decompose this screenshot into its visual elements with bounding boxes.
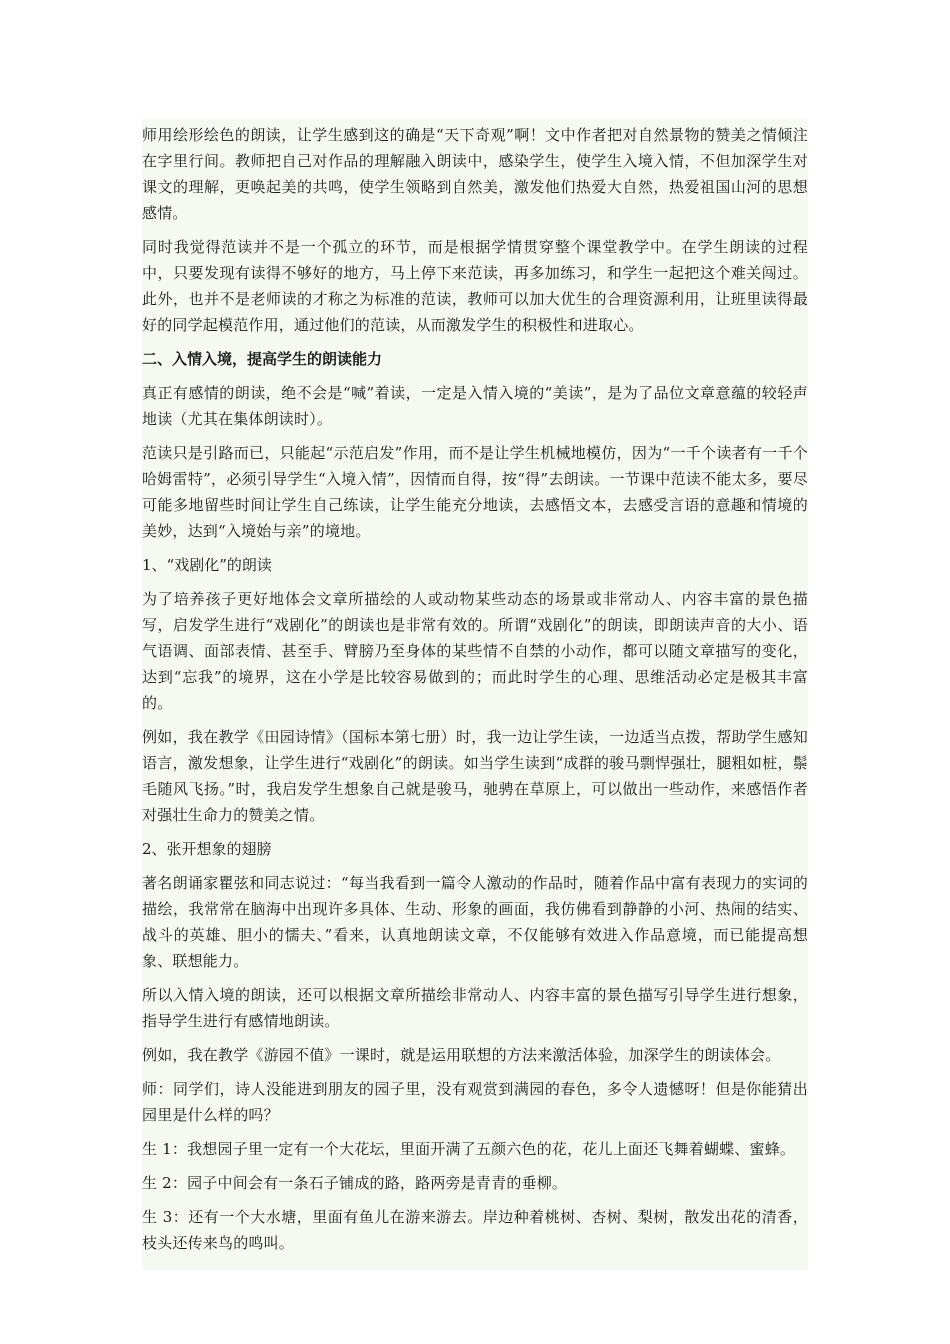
document-body [142, 118, 808, 1270]
subsection-heading-2: 2、张开想象的翅膀 [142, 840, 272, 858]
paragraph-quote: 著名朗诵家瞿弦和同志说过：“每当我看到一篇令人激动的作品时，随着作品中富有表现力的实词的描绘，我常常在脑海中出现许多具体、生动、形象的画面，我仿佛看到静静的小河、热闹的结实、战斗的英雄、胆小的懦夫、”看来，认真地朗读文章，不仅能够有效进入作品意境，而已能提高想象、联想能力。 [142, 874, 808, 970]
subsection-heading-1: 1、“戏剧化”的朗读 [142, 556, 272, 574]
paragraph-student-2: 生 2：园子中间会有一条石子铺成的路，路两旁是青青的垂柳。 [142, 1174, 568, 1192]
paragraph-example-garden: 例如，我在教学《游园不值》一课时，就是运用联想的方法来激活体验，加深学生的朗读体会。 [142, 1046, 781, 1064]
paragraph-intro-reading: 师用绘形绘色的朗读，让学生感到这的确是“天下奇观”啊！文中作者把对自然景物的赞美之情倾注在字里行间。教师把自己对作品的理解融入朗读中，感染学生，使学生入境入情，不但加深学生对课文的理解，更唤起美的共鸣，使学生领略到自然美，激发他们热爱大自然，热爱祖国山河的思想感情。 [142, 126, 808, 222]
paragraph-dramatic-reading: 为了培养孩子更好地体会文章所描绘的人或动物某些动态的场景或非常动人、内容丰富的景色描写，启发学生进行“戏剧化”的朗读也是非常有效的。所谓“戏剧化”的朗读，即朗读声音的大小、语气语调、面部表情、甚至手、臂膀乃至身体的某些情不自禁的小动作，都可以随文章描写的变化，达到“忘我”的境界，这在小学是比较容易做到的；而此时学生的心理、思维活动必定是极其丰富的。 [142, 590, 808, 712]
paragraph-model-reading: 同时我觉得范读并不是一个孤立的环节，而是根据学情贯穿整个课堂教学中。在学生朗读的过程中，只要发现有读得不够好的地方，马上停下来范读，再多加练习，和学生一起把这个难关闯过。此外，也并不是老师读的才称之为标准的范读，教师可以加大优生的合理资源利用，让班里读得最好的同学起模范作用，通过他们的范读，从而激发学生的积极性和进取心。 [142, 238, 808, 334]
paragraph-guidance: 范读只是引路而已，只能起“示范启发”作用，而不是让学生机械地模仿，因为“一千个读者有一千个哈姆雷特”，必须引导学生“入境入情”，因情而自得，按“得”去朗读。一节课中范读不能太多，要尽可能多地留些时间让学生自己练读，让学生能充分地读，去感悟文本，去感受言语的意趣和情境的美妙，达到“入境始与亲”的境地。 [142, 444, 808, 540]
section-heading-2: 二、入情入境，提高学生的朗读能力 [142, 350, 383, 368]
paragraph-student-1: 生 1：我想园子里一定有一个大花坛，里面开满了五颜六色的花，花儿上面还飞舞着蝴蝶、蜜蜂。 [142, 1140, 796, 1158]
paragraph-imagination: 所以入情入境的朗读，还可以根据文章所描绘非常动人、内容丰富的景色描写引导学生进行想象，指导学生进行有感情地朗读。 [142, 986, 808, 1030]
paragraph-teacher-question: 师：同学们，诗人没能进到朋友的园子里，没有观赏到满园的春色，多令人遗憾呀！但是你能猜出园里是什么样的吗？ [142, 1080, 808, 1124]
paragraph-example-poem: 例如，我在教学《田园诗情》（国标本第七册）时，我一边让学生读，一边适当点拨，帮助学生感知语言，激发想象，让学生进行“戏剧化”的朗读。如当学生读到“成群的骏马剽悍强壮，腿粗如桩，鬃毛随风飞扬。”时，我启发学生想象自己就是骏马，驰骋在草原上，可以做出一些动作，来感悟作者对强壮生命力的赞美之情。 [142, 728, 808, 824]
paragraph-emotional-reading: 真正有感情的朗读，绝不会是“喊”着读，一定是入情入境的“美读”，是为了品位文章意蕴的较轻声地读（尤其在集体朗读时）。 [142, 384, 808, 428]
paragraph-student-3: 生 3：还有一个大水塘，里面有鱼儿在游来游去。岸边种着桃树、杏树、梨树，散发出花的清香，枝头还传来鸟的鸣叫。 [142, 1208, 808, 1252]
